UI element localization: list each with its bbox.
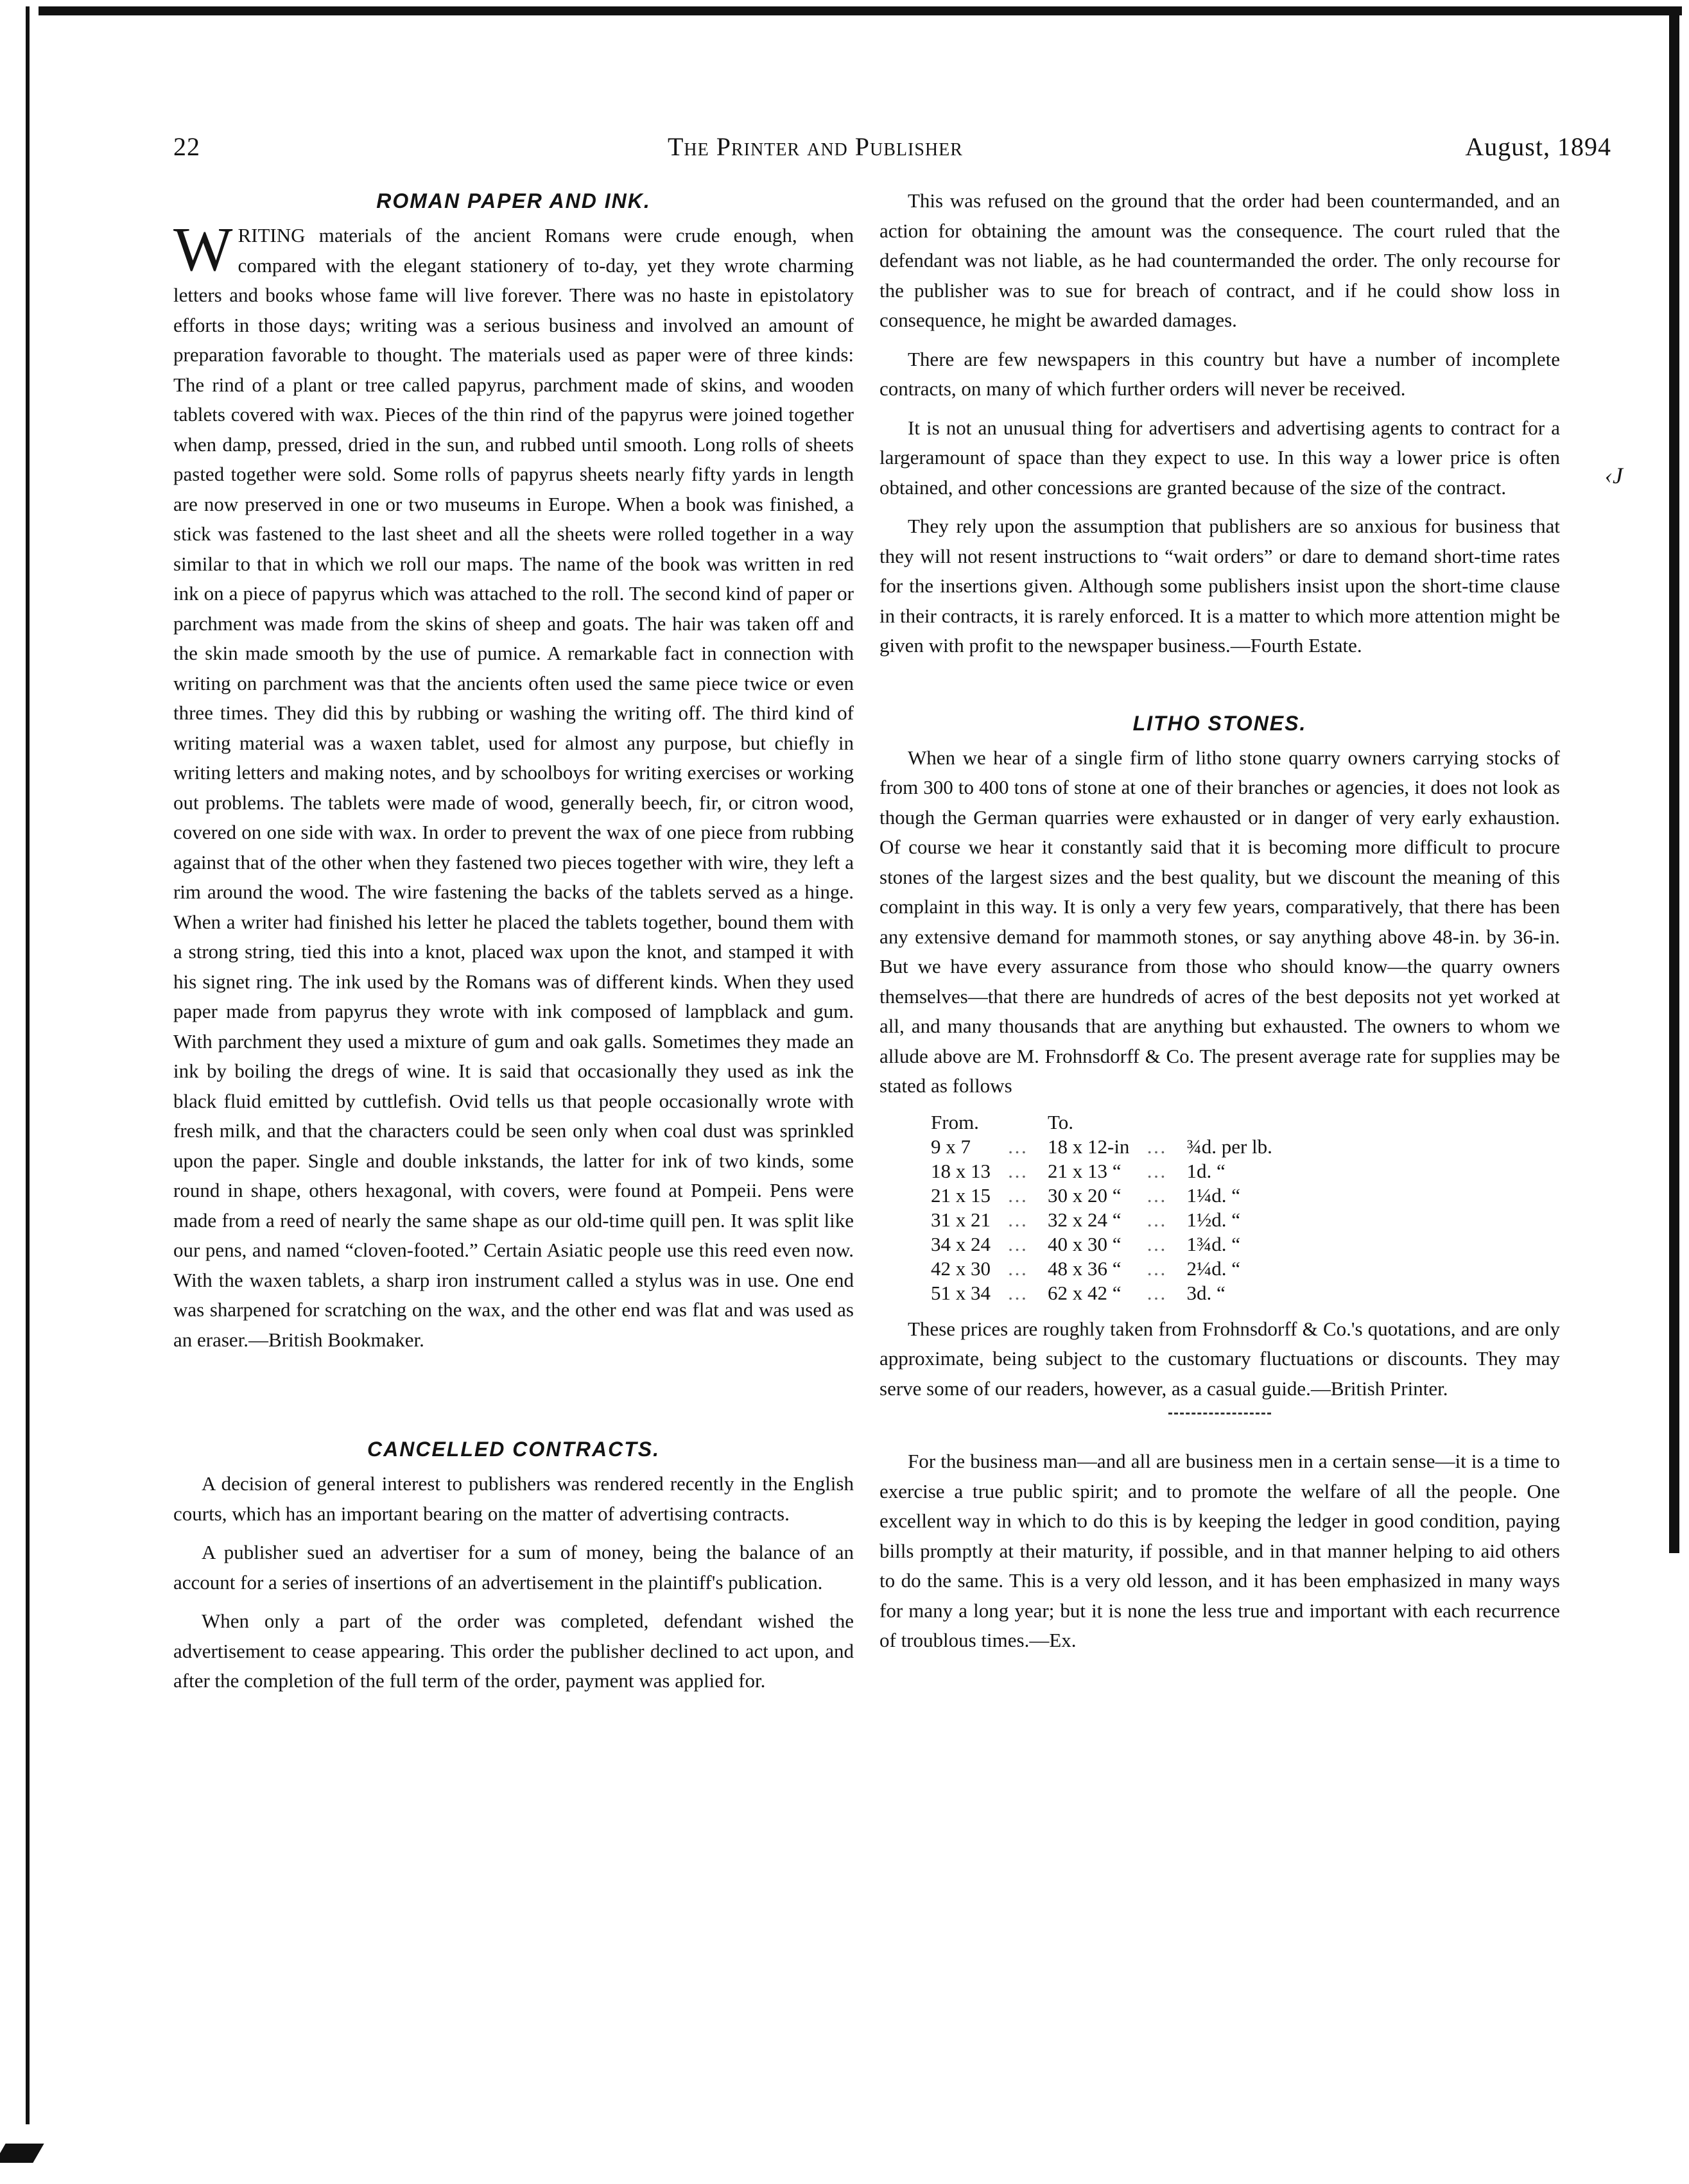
- page-border-right: [1669, 6, 1679, 1553]
- price-table-row: [931, 1257, 1289, 1281]
- leader-dots: …: [1146, 1183, 1170, 1207]
- leader-dots: …: [1007, 1257, 1031, 1280]
- leader-dots: …: [1007, 1208, 1031, 1231]
- price: 1¾d. “: [1186, 1232, 1240, 1255]
- closing-paragraph: For the business man—and all are business men in a certain sense—it is a time to exercise a true public spirit; and to promote the welfare of all the people. One excellent way in which to do this is by keeping the ledger in good condition, paying bills promptly at their maturity, if possible, and in that manner helping to aid others to do the same. This is a very old lesson, and it has been emphasized in many ways for many a long year; but it is none the less true and important with each recurrence of troublous times.—Ex.: [879, 1450, 1560, 1651]
- left-column: [173, 186, 854, 1705]
- margin-mark: ‹J: [1605, 463, 1623, 488]
- leader-dots: …: [1146, 1208, 1170, 1231]
- litho-stones-title: LITHO STONES.: [1132, 711, 1307, 735]
- price: ¾d. per lb.: [1186, 1135, 1272, 1158]
- roman-paper-text: RITING materials of the ancient Romans were crude enough, when compared with the elegant stationery of to-day, yet they wrote charming letters and books whose fame will live forever. There was no haste in epistolatory efforts in those days; writing was a serious business and involved an amount of preparation favorable to thought. The materials used as paper were of three kinds: The rind of a plant or tree called papyrus, parchment made of skins, and wooden tablets covered with wax. Pieces of the thin rind of the papyrus were joined together when damp, pressed, dried in the sun, and rubbed until smooth. Long rolls of sheets pasted together were sold. Some rolls of papyrus sheets nearly fifty yards in length are now preserved in one or two museums in Europe. When a book was finished, a stick was fastened to the last sheet and all the sheets were rolled together in a way similar to that in which we roll our maps. The name of the book was written in red ink on a piece of papyrus which was attached to the roll. The second kind of paper or parchment was made from the skins of sheep and goats. The hair was taken off and the skin made smooth by the use of pumice. A remarkable fact in connection with writing on parchment was that the ancients often used the same piece twice or even three times. They did this by rubbing or washing the writing off. The third kind of writing material was a waxen tablet, used for almost any purpose, but chiefly in writing letters and making notes, and by schoolboys for writing exercises or working out problems. The tablets were made of wood, generally beech, fir, or citron wood, covered on one side with wax. In order to prevent the wax of one piece from rubbing against that of the other when they fastened two pieces together with wire, they left a rim around the wood. The wire fastening the backs of the tablets served as a hinge. When a writer had finished his letter he placed the tablets together, bound them with a strong string, tied this into a knot, placed wax upon the knot, and stamped it with his signet ring. The ink used by the Romans was of different kinds. When they used paper made from papyrus they wrote with ink composed of lampblack and gum. With parchment they used a mixture of gum and oak galls. Sometimes they made an ink by boiling the dregs of wine. It is said that occasionally they used as ink the black fluid emitted by cuttlefish. Ovid tells us that people occasionally wrote with fresh milk, and that the characters could be seen only when coal dust was sprinkled upon the paper. Single and double inkstands, the latter for ink of two kinds, some round in shape, others hexagonal, with covers, were found at Pompeii. Pens were made from a reed of nearly the same shape as our old-time quill pen. It was split like our pens, and named “cloven-footed.” Certain Asiatic people use this reed even now. With the waxen tablets, a sharp iron instrument called a stylus was in use. One end was sharpened for scratching on the wax, and the other end was flat and was used as an eraser.—British Bookmaker.: [173, 224, 854, 1351]
- section-gap: [879, 670, 1560, 709]
- to-size: 40 x 30 “: [1048, 1232, 1122, 1255]
- litho-paragraph-1: When we hear of a single firm of litho stone quarry owners carrying stocks of from 300 to 400 tons of stone at one of their branches or agencies, it does not look as though the German quarries were exhausted or in danger of very early exhaustion. Of course we hear it constantly said that it is becoming more difficult to procure stones of the largest sizes and the best quality, but we discount the meaning of this complaint in this way. It is only a very few years, comparatively, that there has been any extensive demand for mammoth stones, or say anything above 48-in. by 36-in. But we have every assurance from those who should know—the quarry owners themselves—that there are hundreds of acres of the best deposits not yet worked at all, and many thousands that are anything but exhausted. The owners to whom we allude above are M. Frohnsdorff & Co. The present average rate for supplies may be stated as follows: [879, 746, 1560, 1097]
- price: 2¼d. “: [1186, 1257, 1240, 1280]
- price-table-row: [931, 1281, 1289, 1305]
- to-size: 32 x 24 “: [1048, 1208, 1122, 1231]
- cancelled-paragraph-3: When only a part of the order was completed, defendant wished the advertisement to cease appearing. This order the publisher declined to act upon, and after the completion of the full term of the order, payment was applied for.: [173, 1610, 854, 1692]
- to-size: 62 x 42 “: [1048, 1281, 1122, 1304]
- price-table: [931, 1110, 1289, 1305]
- from-size: 31 x 21: [931, 1208, 991, 1231]
- price-table-row: [931, 1135, 1289, 1159]
- running-head: [173, 132, 1611, 170]
- issue-date: August, 1894: [1465, 132, 1611, 161]
- from-header: From.: [931, 1110, 979, 1133]
- price-table-row: [931, 1208, 1289, 1232]
- section-divider: [1168, 1413, 1271, 1414]
- right-column: [879, 186, 1560, 1665]
- leader-dots: …: [1007, 1135, 1031, 1158]
- leader-dots: …: [1146, 1232, 1170, 1255]
- page-border-top: [39, 6, 1682, 15]
- to-size: 18 x 12-in: [1048, 1135, 1130, 1158]
- leader-dots: …: [1007, 1183, 1031, 1207]
- from-size: 51 x 34: [931, 1281, 991, 1304]
- roman-paper-body: [173, 215, 854, 1355]
- price: 3d. “: [1186, 1281, 1226, 1304]
- from-size: 34 x 24: [931, 1232, 991, 1255]
- cancelled-paragraph-4: This was refused on the ground that the order had been countermanded, and an action for obtaining the amount was the consequence. The court ruled that the defendant was not liable, as he had countermanded the order. The only recourse for the publisher was to sue for breach of contract, and if he could show loss in consequence, he might be awarded damages.: [879, 189, 1560, 331]
- leader-dots: …: [1007, 1281, 1031, 1304]
- leader-dots: …: [1146, 1159, 1170, 1182]
- leader-dots: …: [1146, 1135, 1170, 1158]
- to-size: 21 x 13 “: [1048, 1159, 1122, 1182]
- from-size: 21 x 15: [931, 1183, 991, 1207]
- section-gap: [173, 1364, 854, 1434]
- leader-dots: …: [1146, 1257, 1170, 1280]
- page-number: 22: [173, 132, 200, 161]
- cancelled-contracts-title: CANCELLED CONTRACTS.: [367, 1438, 660, 1461]
- to-header: To.: [1048, 1110, 1074, 1133]
- price: 1¼d. “: [1186, 1183, 1240, 1207]
- cancelled-paragraph-6: It is not an unusual thing for advertisers and advertising agents to contract for a largeramount of space than they expect to use. In this way a lower price is often obtained, and other concessions are granted because of the size of the contract.: [879, 416, 1560, 499]
- leader-dots: …: [1146, 1281, 1170, 1304]
- to-size: 48 x 36 “: [1048, 1257, 1122, 1280]
- to-size: 30 x 20 “: [1048, 1183, 1122, 1207]
- roman-paper-title: ROMAN PAPER AND INK.: [376, 189, 651, 212]
- from-size: 42 x 30: [931, 1257, 991, 1280]
- cancelled-paragraph-2: A publisher sued an advertiser for a sum of money, being the balance of an account for a series of insertions of an advertisement in the plaintiff's publication.: [173, 1541, 854, 1594]
- from-size: 18 x 13: [931, 1159, 991, 1182]
- cancelled-paragraph-1: A decision of general interest to publishers was rendered recently in the English courts, which has an important bearing on the matter of advertising contracts.: [173, 1472, 854, 1525]
- price-table-header: [931, 1110, 1289, 1135]
- page-border-left: [26, 6, 30, 2124]
- price-table-row: [931, 1183, 1289, 1208]
- corner-ink-mark: [0, 2144, 44, 2163]
- price: 1½d. “: [1186, 1208, 1240, 1231]
- litho-paragraph-2: These prices are roughly taken from Frohnsdorff & Co.'s quotations, and are only approximate, being subject to the customary fluctuations or discounts. They may serve some of our readers, however, as a casual guide.—British Printer.: [879, 1317, 1560, 1400]
- price-table-row: [931, 1159, 1289, 1183]
- drop-cap: W: [173, 215, 233, 284]
- price: 1d. “: [1186, 1159, 1226, 1182]
- leader-dots: …: [1007, 1232, 1031, 1255]
- cancelled-paragraph-5: There are few newspapers in this country but have a number of incomplete contracts, on many of which further orders will never be received.: [879, 347, 1560, 400]
- cancelled-paragraph-7: They rely upon the assumption that publishers are so anxious for business that they will not resent instructions to “wait orders” or dare to demand short-time rates for the insertions given. Although some publishers insist upon the short-time clause in their contracts, it is rarely enforced. It is a matter to which more attention might be given with profit to the newspaper business.—Fourth Estate.: [879, 515, 1560, 657]
- price-table-row: [931, 1232, 1289, 1257]
- leader-dots: …: [1007, 1159, 1031, 1182]
- from-size: 9 x 7: [931, 1135, 971, 1158]
- journal-title: The Printer and Publisher: [668, 132, 963, 161]
